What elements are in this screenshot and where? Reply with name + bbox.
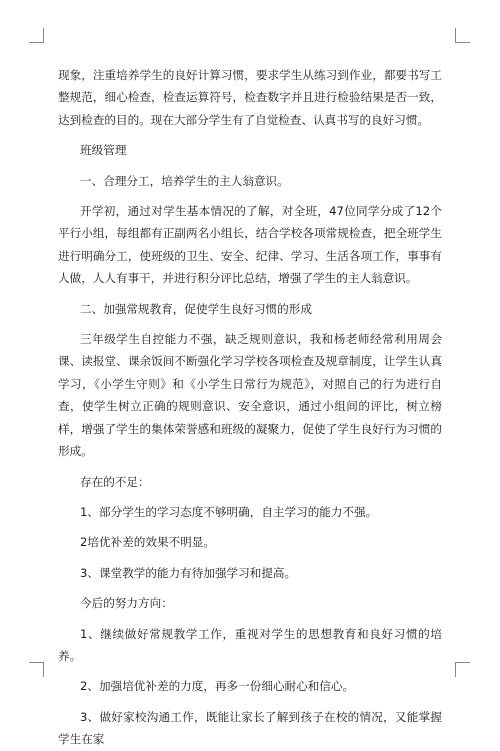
crop-mark-top-right (455, 28, 470, 43)
crop-mark-bottom-right (455, 662, 470, 677)
direction-item-2: 2、加强培优补差的力度，再多一份细心耐心和信心。 (80, 679, 355, 694)
crop-mark-top-left (29, 28, 44, 43)
heading-future-direction: 今后的努力方向： (80, 596, 173, 611)
paragraph-calculation-habits: 现象，注重培养学生的良好计算习惯，要求学生从练习到作业，都要书写工整规范，细心检查，检查运算符号，检查数字并且进行检验结果是否一致，达到检查的目的。现在大部分学生有了自觉检查、认真书写的良好习惯。 (58, 68, 442, 127)
shortcoming-item-1: 1、部分学生的学习态度不够明确，自主学习的能力不强。 (80, 504, 378, 519)
subheading-routine-education: 二、加强常规教育，促使学生良好习惯的形成 (80, 301, 312, 316)
shortcoming-item-2: 2培优补差的效果不明显。 (80, 535, 215, 550)
heading-shortcomings: 存在的不足： (80, 474, 150, 489)
direction-item-3: 3、做好家校沟通工作，既能让家长了解到孩子在校的情况，又能掌握学生在家 (58, 709, 442, 747)
crop-mark-bottom-left (29, 662, 44, 677)
paragraph-self-control: 三年级学生自控能力不强，缺乏规则意识，我和杨老师经常利用周会课、读报堂、课余饭间不断强化学习学校各项检查及规章制度，让学生认真学习，《小学生守则》和《小学生日常行为规范》，对照自己的行为进行自查，使学生树立正确的规则意识、安全意识，通过小组间的评比，树立榜样，增强了学生的集体荣誉感和班级的凝聚力，促使了学生良好行为习惯的形成。 (58, 332, 442, 459)
subheading-division-of-labor: 一、合理分工，培养学生的主人翁意识。 (80, 173, 289, 188)
document-body (58, 64, 442, 751)
section-heading-class-management: 班级管理 (80, 143, 127, 158)
direction-item-1: 1、继续做好常规教学工作，重视对学生的思想教育和良好习惯的培养。 (58, 626, 442, 663)
shortcoming-item-3: 3、课堂教学的能力有待加强学习和提高。 (80, 565, 297, 580)
paragraph-group-organization: 开学初，通过对学生基本情况的了解，对全班，47位同学分成了12个平行小组，每组都有正副两名小组长，结合学校各项常规检查，把全班学生进行明确分工，使班级的卫生、安全、纪律、学习、生活各项工作，事事有人做，人人有事干，并进行积分评比总结，增强了学生的主人翁意识。 (58, 204, 442, 286)
